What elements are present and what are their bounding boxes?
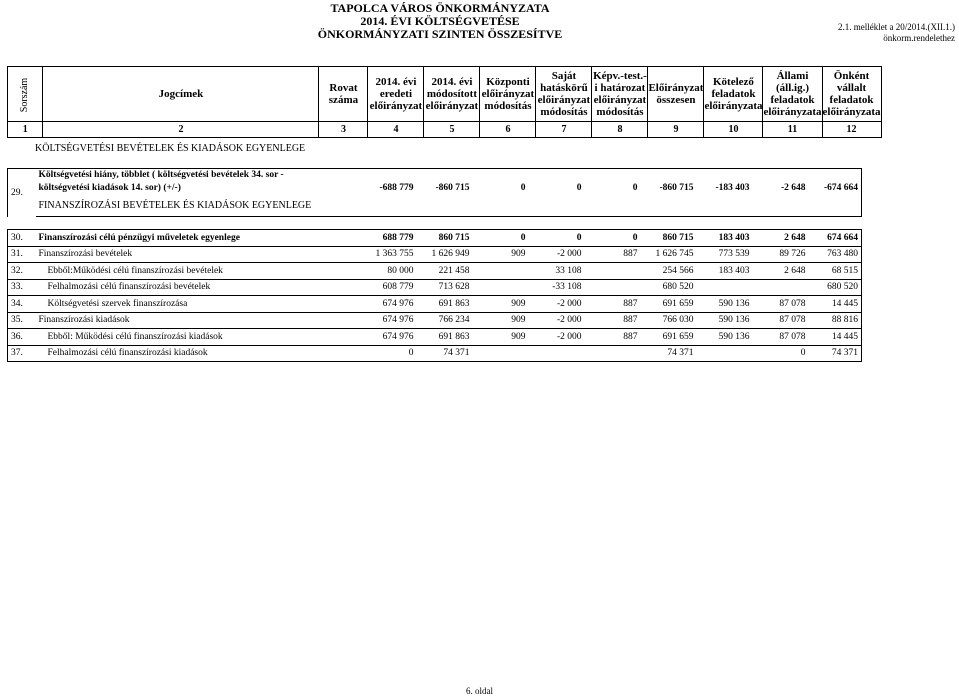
cell-modositott: 691 863 bbox=[417, 329, 473, 346]
col-number: 9 bbox=[648, 122, 704, 138]
page-number: 6. oldal bbox=[466, 686, 493, 696]
cell-eredeti: 674 976 bbox=[361, 329, 417, 346]
col-number: 6 bbox=[480, 122, 536, 138]
cell-allami: 2 648 bbox=[753, 263, 809, 280]
row-index: 29. bbox=[8, 169, 36, 217]
cell-kotelezo: 183 403 bbox=[697, 230, 753, 247]
cell-sajat: 0 bbox=[529, 230, 585, 247]
col-number: 10 bbox=[704, 122, 763, 138]
cell-kepv bbox=[585, 279, 641, 296]
row-index: 35. bbox=[8, 312, 36, 329]
cell-modositott: 766 234 bbox=[417, 312, 473, 329]
title-line-3: ÖNKORMÁNYZATI SZINTEN ÖSSZESÍTVE bbox=[317, 27, 563, 41]
cell-allami: 0 bbox=[753, 345, 809, 362]
row-label: Finanszírozási célú pénzügyi műveletek egyenlege bbox=[36, 230, 361, 247]
header-rovat: Rovat száma bbox=[319, 67, 368, 122]
cell-onkent: 88 816 bbox=[809, 312, 862, 329]
cell-eredeti: 688 779 bbox=[361, 230, 417, 247]
row-index: 32. bbox=[8, 263, 36, 280]
cell-onkent: 68 515 bbox=[809, 263, 862, 280]
row-index: 37. bbox=[8, 345, 36, 362]
header-onkent: Önként vállalt feladatok előirányzata bbox=[822, 67, 881, 122]
cell-modositott: 860 715 bbox=[417, 230, 473, 247]
cell-osszesen: 680 520 bbox=[641, 279, 697, 296]
cell-kepv bbox=[585, 345, 641, 362]
cell-allami: 87 078 bbox=[753, 312, 809, 329]
annex-note bbox=[838, 22, 955, 44]
cell-kotelezo: 773 539 bbox=[697, 246, 753, 263]
row-label: Ebből: Működési célú finanszírozási kiadások bbox=[36, 329, 361, 346]
cell-osszesen: 1 626 745 bbox=[641, 246, 697, 263]
cell-kozponti: 909 bbox=[473, 312, 529, 329]
table-row-29 bbox=[8, 169, 862, 182]
cell-osszesen: 74 371 bbox=[641, 345, 697, 362]
cell-onkent: 680 520 bbox=[809, 279, 862, 296]
header-jogcimek: Jogcímek bbox=[43, 67, 319, 122]
cell-eredeti: 674 976 bbox=[361, 296, 417, 313]
cell-osszesen: 691 659 bbox=[641, 329, 697, 346]
title-line-1: TAPOLCA VÁROS ÖNKORMÁNYZATA bbox=[330, 1, 550, 15]
row-label: Költségvetési szervek finanszírozása bbox=[36, 296, 361, 313]
cell-sajat: 33 108 bbox=[529, 263, 585, 280]
col-number: 1 bbox=[8, 122, 43, 138]
header-kotelezo: Kötelező feladatok előirányzata bbox=[704, 67, 763, 122]
cell-kozponti bbox=[473, 345, 529, 362]
cell-eredeti: -688 779 bbox=[379, 183, 414, 193]
cell-modositott: 691 863 bbox=[417, 296, 473, 313]
cell-kepv: 0 bbox=[632, 183, 638, 193]
table-row bbox=[8, 345, 862, 362]
section-heading-2: FINANSZÍROZÁSI BEVÉTELEK ÉS KIADÁSOK EGYENLEGE bbox=[36, 195, 361, 217]
cell-onkent: -674 664 bbox=[809, 182, 862, 195]
cell-osszesen: -860 715 bbox=[659, 183, 694, 193]
cell-kotelezo: 590 136 bbox=[697, 329, 753, 346]
table-row bbox=[8, 263, 862, 280]
row-index: 36. bbox=[8, 329, 36, 346]
row-index: 33. bbox=[8, 279, 36, 296]
annex-line-2: önkorm.rendelethez bbox=[883, 33, 955, 43]
header-eredeti: 2014. évi eredeti előirányzat bbox=[368, 67, 424, 122]
col-number: 11 bbox=[763, 122, 822, 138]
table-row bbox=[8, 279, 862, 296]
row-label: Költségvetési hiány, többlet ( költségvetési bevételek 34. sor - bbox=[36, 169, 361, 182]
col-number: 7 bbox=[536, 122, 592, 138]
cell-modositott: 1 626 949 bbox=[417, 246, 473, 263]
cell-onkent: 74 371 bbox=[809, 345, 862, 362]
col-number: 2 bbox=[43, 122, 319, 138]
cell-sajat bbox=[529, 345, 585, 362]
column-header-table bbox=[7, 66, 882, 138]
cell-eredeti: 80 000 bbox=[361, 263, 417, 280]
header-kepv: Képv.-test.-i határozat előirányzat módosítás bbox=[592, 67, 648, 122]
row-label-cont: költségvetési kiadások 14. sor) (+/-) bbox=[38, 183, 181, 193]
row-index: 34. bbox=[8, 296, 36, 313]
cell-kozponti: 909 bbox=[473, 329, 529, 346]
table-row bbox=[8, 246, 862, 263]
cell-kotelezo: -183 403 bbox=[715, 183, 750, 193]
data-table bbox=[7, 168, 862, 229]
cell-sajat: -2 000 bbox=[529, 312, 585, 329]
row-index: 30. bbox=[8, 230, 36, 247]
cell-kozponti bbox=[473, 279, 529, 296]
cell-allami: 2 648 bbox=[753, 230, 809, 247]
header-sorszam: Sorszám bbox=[8, 67, 43, 122]
cell-sajat: -33 108 bbox=[529, 279, 585, 296]
cell-kotelezo: 590 136 bbox=[697, 296, 753, 313]
header-allami: Állami (áll.ig.) feladatok előirányzata bbox=[763, 67, 822, 122]
cell-kepv bbox=[585, 263, 641, 280]
section-heading-1: KÖLTSÉGVETÉSI BEVÉTELEK ÉS KIADÁSOK EGYENLEGE bbox=[35, 143, 306, 154]
header-kozponti: Központi előirányzat módosítás bbox=[480, 67, 536, 122]
cell-modositott: 74 371 bbox=[417, 345, 473, 362]
cell-osszesen: 691 659 bbox=[641, 296, 697, 313]
cell-kotelezo bbox=[697, 279, 753, 296]
finance-table bbox=[7, 229, 862, 362]
col-number: 4 bbox=[368, 122, 424, 138]
cell-kepv: 887 bbox=[585, 296, 641, 313]
cell-kepv: 887 bbox=[585, 329, 641, 346]
cell-allami: -2 648 bbox=[780, 183, 806, 193]
cell-eredeti: 1 363 755 bbox=[361, 246, 417, 263]
cell-allami bbox=[753, 279, 809, 296]
cell-allami: 89 726 bbox=[753, 246, 809, 263]
cell-sajat: -2 000 bbox=[529, 296, 585, 313]
col-number: 3 bbox=[319, 122, 368, 138]
cell-kozponti: 0 bbox=[473, 230, 529, 247]
cell-eredeti: 608 779 bbox=[361, 279, 417, 296]
cell-allami: 87 078 bbox=[753, 329, 809, 346]
table-row bbox=[8, 230, 862, 247]
cell-modositott: -860 715 bbox=[435, 183, 470, 193]
row-label: Finanszírozási bevételek bbox=[36, 246, 361, 263]
cell-kotelezo: 590 136 bbox=[697, 312, 753, 329]
row-label: Felhalmozási célú finanszírozási bevételek bbox=[36, 279, 361, 296]
document-title bbox=[300, 2, 580, 41]
header-modositott: 2014. évi módosított előirányzat bbox=[424, 67, 480, 122]
cell-kozponti: 0 bbox=[520, 183, 526, 193]
cell-kozponti bbox=[473, 263, 529, 280]
cell-kepv: 887 bbox=[585, 312, 641, 329]
cell-kotelezo bbox=[697, 345, 753, 362]
table-row bbox=[8, 329, 862, 346]
cell-kepv: 887 bbox=[585, 246, 641, 263]
cell-sajat: -2 000 bbox=[529, 246, 585, 263]
cell-sajat: -2 000 bbox=[529, 329, 585, 346]
cell-osszesen: 254 566 bbox=[641, 263, 697, 280]
col-number: 5 bbox=[424, 122, 480, 138]
cell-onkent: 763 480 bbox=[809, 246, 862, 263]
row-label: Felhalmozási célú finanszírozási kiadások bbox=[36, 345, 361, 362]
cell-eredeti: 674 976 bbox=[361, 312, 417, 329]
cell-sajat: 0 bbox=[576, 183, 582, 193]
row-label: Finanszírozási kiadások bbox=[36, 312, 361, 329]
col-number: 8 bbox=[592, 122, 648, 138]
row-index: 31. bbox=[8, 246, 36, 263]
cell-modositott: 713 628 bbox=[417, 279, 473, 296]
title-line-2: 2014. ÉVI KÖLTSÉGVETÉSE bbox=[360, 14, 520, 28]
cell-osszesen: 766 030 bbox=[641, 312, 697, 329]
row-label: Ebből:Működési célú finanszírozási bevételek bbox=[36, 263, 361, 280]
col-number: 12 bbox=[822, 122, 881, 138]
cell-onkent: 674 664 bbox=[809, 230, 862, 247]
cell-modositott: 221 458 bbox=[417, 263, 473, 280]
cell-osszesen: 860 715 bbox=[641, 230, 697, 247]
cell-kotelezo: 183 403 bbox=[697, 263, 753, 280]
header-osszesen: Előirányzat összesen bbox=[648, 67, 704, 122]
cell-kepv: 0 bbox=[585, 230, 641, 247]
cell-kozponti: 909 bbox=[473, 246, 529, 263]
cell-onkent: 14 445 bbox=[809, 329, 862, 346]
table-row bbox=[8, 312, 862, 329]
annex-line-1: 2.1. melléklet a 20/2014.(XII.1.) bbox=[838, 22, 955, 32]
cell-allami: 87 078 bbox=[753, 296, 809, 313]
cell-onkent: 14 445 bbox=[809, 296, 862, 313]
header-sajat: Saját hatáskörű előirányzat módosítás bbox=[536, 67, 592, 122]
cell-eredeti: 0 bbox=[361, 345, 417, 362]
table-row bbox=[8, 296, 862, 313]
cell-kozponti: 909 bbox=[473, 296, 529, 313]
